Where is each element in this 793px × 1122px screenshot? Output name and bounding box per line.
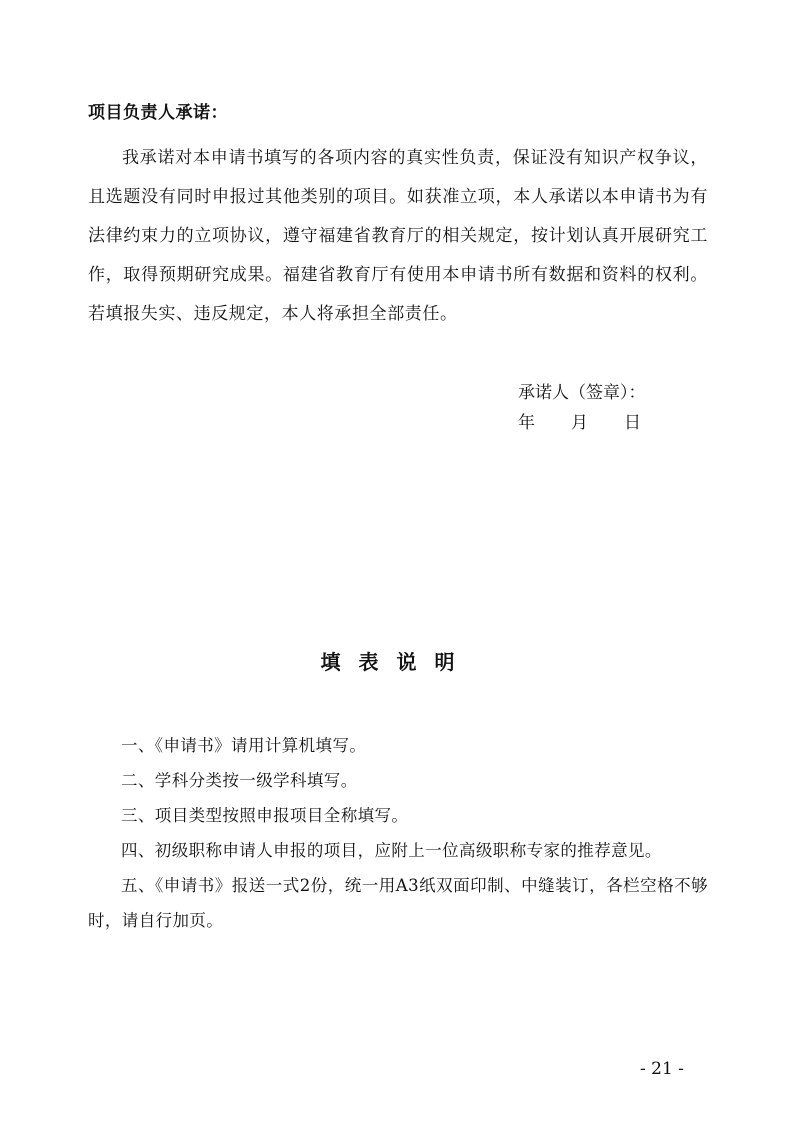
- date-month: 月: [571, 413, 588, 433]
- instruction-item: 五、《申请书》报送一式2份，统一用A3纸双面印制、中缝装订，各栏空格不够时，请自行加页。: [88, 876, 708, 930]
- page-number: - 21 -: [640, 1059, 684, 1079]
- instructions-list: [88, 728, 708, 938]
- instructions-title: 填表说明: [320, 650, 473, 674]
- date-day: 日: [624, 413, 641, 433]
- date-year: 年: [518, 413, 535, 433]
- date-spacer-1: [535, 408, 571, 438]
- commitment-heading: 项目负责人承诺：: [88, 103, 228, 123]
- instruction-item: 一、《申请书》请用计算机填写。: [121, 736, 367, 755]
- commitment-body: 我承诺对本申请书填写的各项内容的真实性负责，保证没有知识产权争议，且选题没有同时申报过其他类别的项目。如获准立项，本人承诺以本申请书为有法律约束力的立项协议，遵守福建省教育厅的相关规定，按计划认真开展研究工作，取得预期研究成果。福建省教育厅有使用本申请书所有数据和资料的权利。若填报失实、违反规定，本人将承担全部责任。: [88, 148, 708, 324]
- date-spacer-2: [588, 408, 624, 438]
- date-line: [518, 408, 646, 438]
- instruction-item: 三、项目类型按照申报项目全称填写。: [121, 806, 409, 825]
- instruction-item: 二、学科分类按一级学科填写。: [121, 771, 358, 790]
- signature-label: 承诺人（签章）：: [518, 383, 646, 403]
- instruction-item: 四、初级职称申请人申报的项目，应附上一位高级职称专家的推荐意见。: [121, 841, 662, 860]
- signature-block: [518, 378, 646, 438]
